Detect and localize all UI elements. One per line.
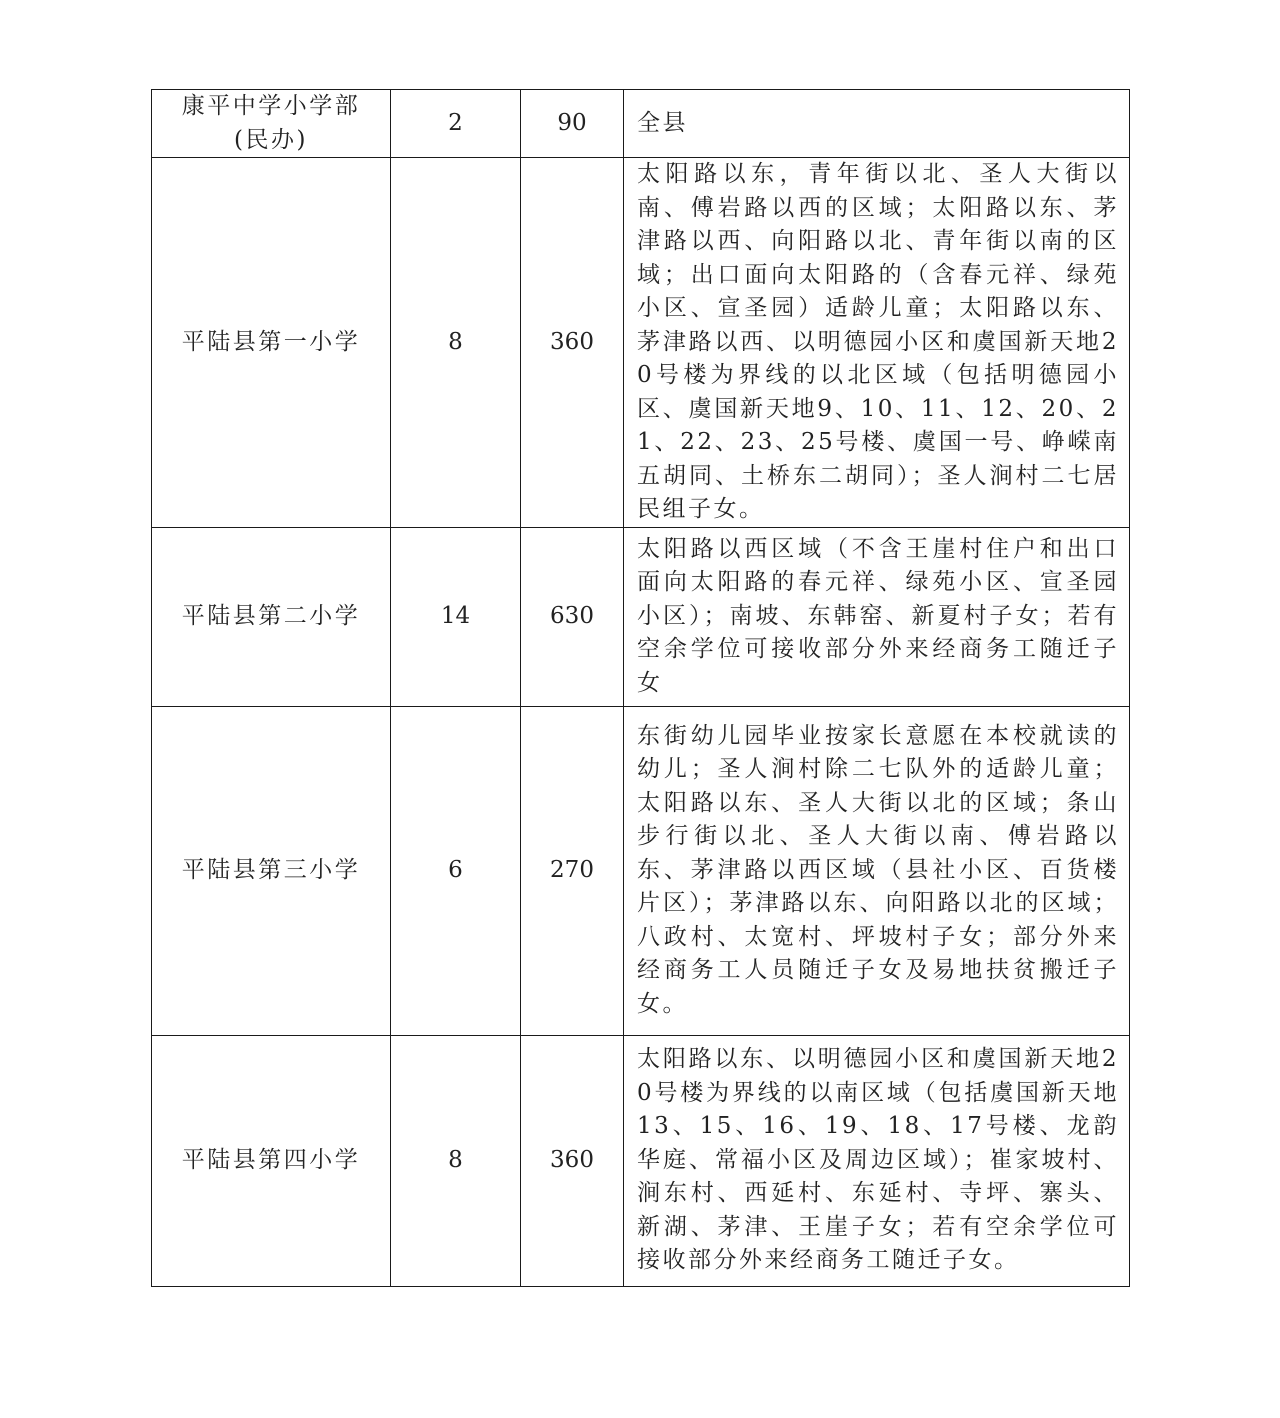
class-count: 14: [391, 527, 521, 706]
school-name: 平陆县第一小学: [152, 158, 391, 528]
enrollment-table: [151, 89, 1130, 1287]
student-count: 360: [521, 158, 624, 528]
enrollment-scope: 全县: [624, 90, 1130, 158]
student-count: 360: [521, 1035, 624, 1286]
table-row: [152, 706, 1130, 1035]
table-row: [152, 158, 1130, 528]
table-row: [152, 527, 1130, 706]
school-name: 康平中学小学部: [181, 93, 361, 119]
table-row: [152, 1035, 1130, 1286]
class-count: 8: [391, 158, 521, 528]
class-count: 2: [391, 90, 521, 158]
enrollment-scope: 太阳路以东，青年街以北、圣人大街以南、傅岩路以西的区域；太阳路以东、茅津路以西、向阳路以北、青年街以南的区域；出口面向太阳路的（含春元祥、绿苑小区、宣圣园）适龄儿童；太阳路以东、茅津路以西、以明德园小区和虞国新天地20号楼为界线的以北区域（包括明德园小区、虞国新天地9、10、11、12、20、21、22、23、25号楼、虞国一号、峥嵘南五胡同、土桥东二胡同）；圣人涧村二七居民组子女。: [624, 158, 1130, 528]
enrollment-scope: 太阳路以东、以明德园小区和虞国新天地20号楼为界线的以南区域（包括虞国新天地13、15、16、19、18、17号楼、龙韵华庭、常福小区及周边区域）；崔家坡村、涧东村、西延村、东延村、寺坪、寨头、新湖、茅津、王崖子女；若有空余学位可接收部分外来经商务工随迁子女。: [624, 1035, 1130, 1286]
school-name-cell: [152, 90, 391, 158]
school-name: 平陆县第二小学: [152, 527, 391, 706]
student-count: 270: [521, 706, 624, 1035]
school-name: 平陆县第四小学: [152, 1035, 391, 1286]
enrollment-scope: 东街幼儿园毕业按家长意愿在本校就读的幼儿；圣人涧村除二七队外的适龄儿童；太阳路以东、圣人大街以北的区域；条山步行街以北、圣人大街以南、傅岩路以东、茅津路以西区域（县社小区、百货楼片区）；茅津路以东、向阳路以北的区域；八政村、太宽村、坪坡村子女；部分外来经商务工人员随迁子女及易地扶贫搬迁子女。: [624, 706, 1130, 1035]
class-count: 8: [391, 1035, 521, 1286]
student-count: 630: [521, 527, 624, 706]
table-row: [152, 90, 1130, 158]
school-name-note: (民办): [234, 126, 308, 153]
student-count: 90: [521, 90, 624, 158]
enrollment-scope: 太阳路以西区域（不含王崖村住户和出口面向太阳路的春元祥、绿苑小区、宣圣园小区）；南坡、东韩窑、新夏村子女；若有空余学位可接收部分外来经商务工随迁子女: [624, 527, 1130, 706]
class-count: 6: [391, 706, 521, 1035]
school-name: 平陆县第三小学: [152, 706, 391, 1035]
